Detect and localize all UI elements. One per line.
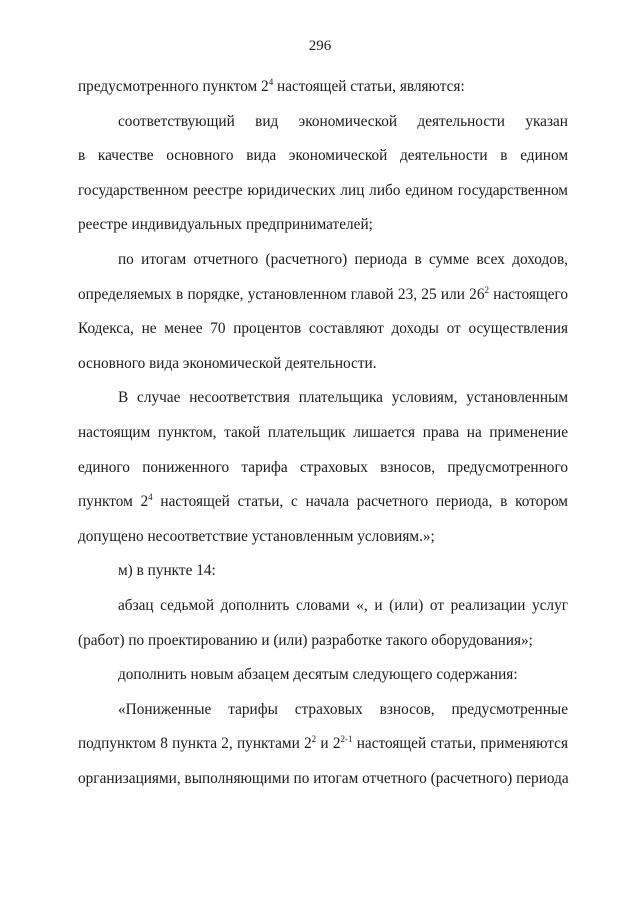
text-line: определяемых в порядке, установленном главой 23, 25 или $26^2$ настоящего xyxy=(78,284,569,303)
text-line: пунктом $2^4$ настоящей статьи, с начала расчетного периода, в котором xyxy=(78,492,568,511)
text-line: соответствующий вид экономической деятельности указан xyxy=(118,112,568,130)
text-line: по итогам отчетного (расчетного) периода в сумме всех доходов, xyxy=(118,250,568,268)
text-line: основного вида экономической деятельности. xyxy=(78,354,377,372)
text-line: предусмотренного пунктом $2^4$ настоящей статьи, являются: xyxy=(78,77,465,95)
text-line: дополнить новым абзацем десятым следующего содержания: xyxy=(118,666,518,684)
text-line: абзац седьмой дополнить словами «, и (или) от реализации услуг xyxy=(118,596,568,614)
text-line: подпунктом 8 пункта 2, пунктами $2^2$ и 2$^{2-1}$ настоящей статьи, применяются xyxy=(78,734,569,753)
text-line: (работ) по проектированию и (или) разработке такого оборудования»; xyxy=(78,631,533,649)
document-body xyxy=(78,70,568,796)
text-line: организациями, выполняющими по итогам отчетного (расчетного) периода xyxy=(78,769,569,787)
text-line: В случае несоответствия плательщика условиям, установленным xyxy=(118,389,568,407)
page-number: 296 xyxy=(308,38,332,54)
text-line: государственном реестре юридических лиц либо едином государственном xyxy=(78,181,568,199)
text-line: настоящим пунктом, такой плательщик лишается права на применение xyxy=(78,423,568,441)
text-line: реестре индивидуальных предпринимателей; xyxy=(78,216,373,234)
text-line: допущено несоответствие установленным условиям.»; xyxy=(78,527,435,545)
text-line: в качестве основного вида экономической деятельности в едином xyxy=(78,147,568,165)
text-line: Кодекса, не менее 70 процентов составляют доходы от осуществления xyxy=(78,320,568,338)
text-line: «Пониженные тарифы страховых взносов, предусмотренные xyxy=(118,700,568,718)
text-line: м) в пункте 14: xyxy=(118,562,216,580)
text-line: единого пониженного тарифа страховых взносов, предусмотренного xyxy=(78,458,568,476)
